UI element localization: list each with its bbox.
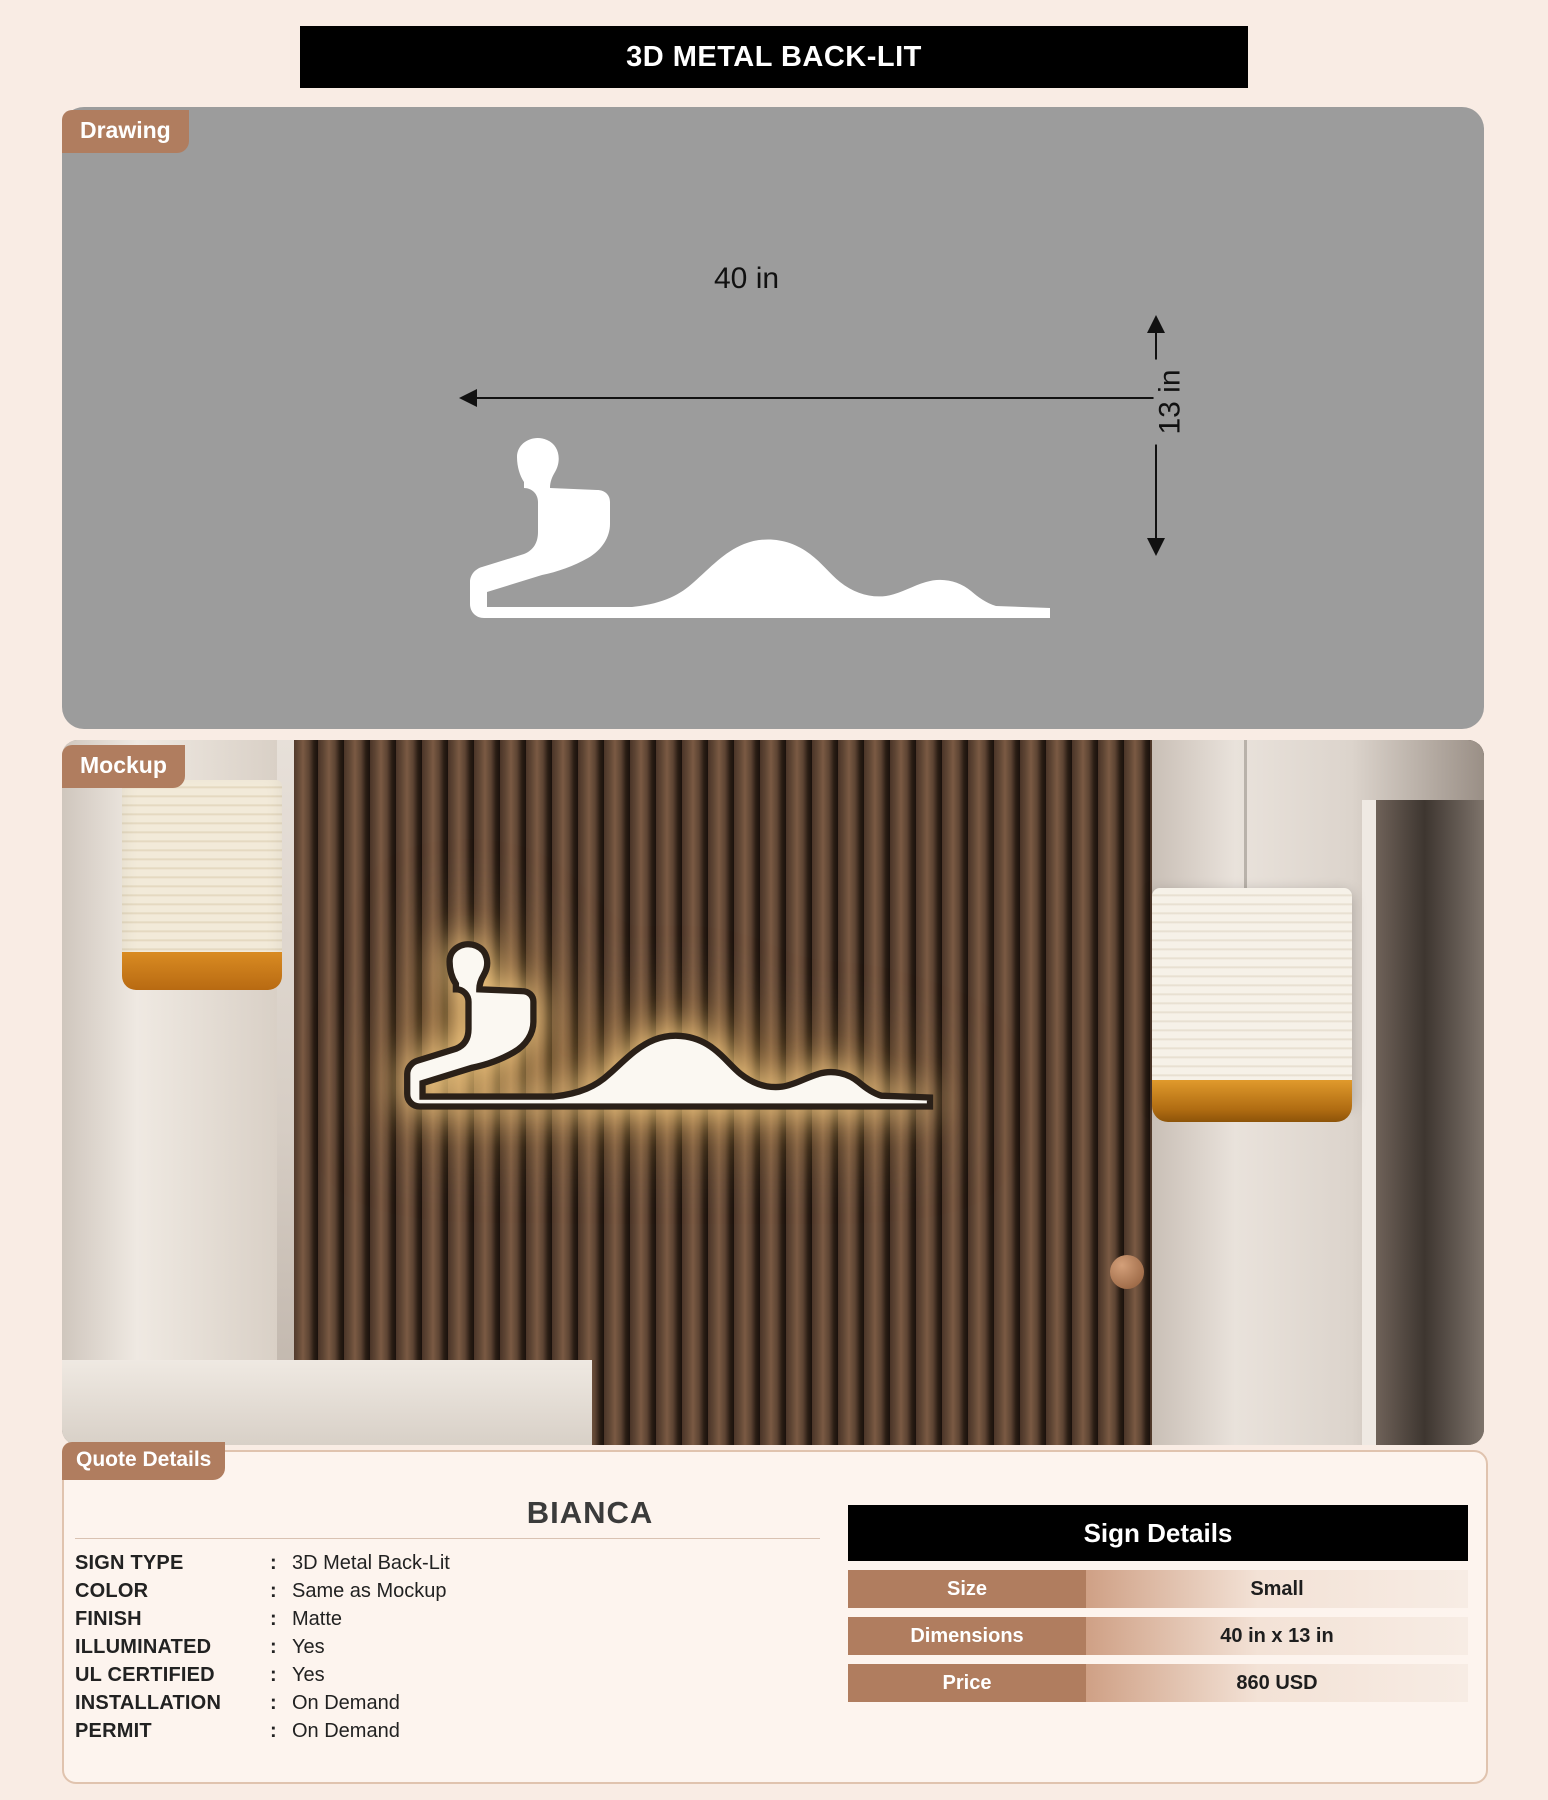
pendant-lamp-right-rim [1152,1080,1352,1122]
counter-surface [62,1360,592,1445]
pendant-cord [1244,740,1247,890]
table-key: Size [848,1570,1086,1608]
spec-label: ILLUMINATED [75,1636,212,1658]
spec-value: Matte [292,1608,343,1630]
spec-separator: : [270,1636,277,1658]
pendant-lamp-left [122,780,282,980]
reclining-figure-drawing [462,432,1172,662]
table-key: Dimensions [848,1617,1086,1655]
drawing-tag: Drawing [62,110,189,153]
mockup-tag: Mockup [62,745,185,788]
sign-details-table [848,1505,1468,1702]
spec-row [75,1552,835,1580]
spec-row [75,1608,835,1636]
spec-value: On Demand [292,1720,400,1742]
width-label: 40 in [700,262,793,296]
table-value: 40 in x 13 in [1086,1617,1468,1655]
doorway [1362,800,1484,1445]
spec-separator: : [270,1692,277,1714]
pendant-lamp-right [1152,888,1352,1103]
spec-label: SIGN TYPE [75,1552,184,1574]
spec-value: Yes [292,1636,325,1658]
spec-separator: : [270,1608,277,1630]
spec-list [75,1552,835,1748]
spec-label: FINISH [75,1608,142,1630]
spec-label: UL CERTIFIED [75,1664,215,1686]
spec-row [75,1692,835,1720]
table-row [848,1570,1468,1608]
spec-row [75,1664,835,1692]
sign-details-header: Sign Details [848,1505,1468,1561]
reclining-figure-mockup [400,935,1040,1150]
spec-label: COLOR [75,1580,149,1602]
quote-details-tag: Quote Details [62,1442,225,1480]
spec-separator: : [270,1552,277,1574]
table-value: 860 USD [1086,1664,1468,1702]
table-row [848,1617,1468,1655]
spec-separator: : [270,1580,277,1602]
spec-label: PERMIT [75,1720,152,1742]
spec-separator: : [270,1720,277,1742]
table-row [848,1664,1468,1702]
table-key: Price [848,1664,1086,1702]
drawing-panel [62,107,1484,729]
spec-value: Yes [292,1664,325,1686]
pendant-lamp-left-rim [122,952,282,990]
height-label: 13 in [1154,359,1188,444]
spec-row [75,1720,835,1748]
table-value: Small [1086,1570,1468,1608]
spec-value: Same as Mockup [292,1580,447,1602]
brand-name: BIANCA [526,1495,654,1530]
spec-label: INSTALLATION [75,1692,222,1714]
spec-row [75,1636,835,1664]
divider [75,1538,820,1539]
spec-row [75,1580,835,1608]
spec-value: On Demand [292,1692,400,1714]
width-dimension-arrow [477,397,1167,399]
wall-knob [1110,1255,1144,1289]
spec-separator: : [270,1664,277,1686]
spec-value: 3D Metal Back-Lit [292,1552,450,1574]
page-title: 3D METAL BACK-LIT [300,26,1248,88]
